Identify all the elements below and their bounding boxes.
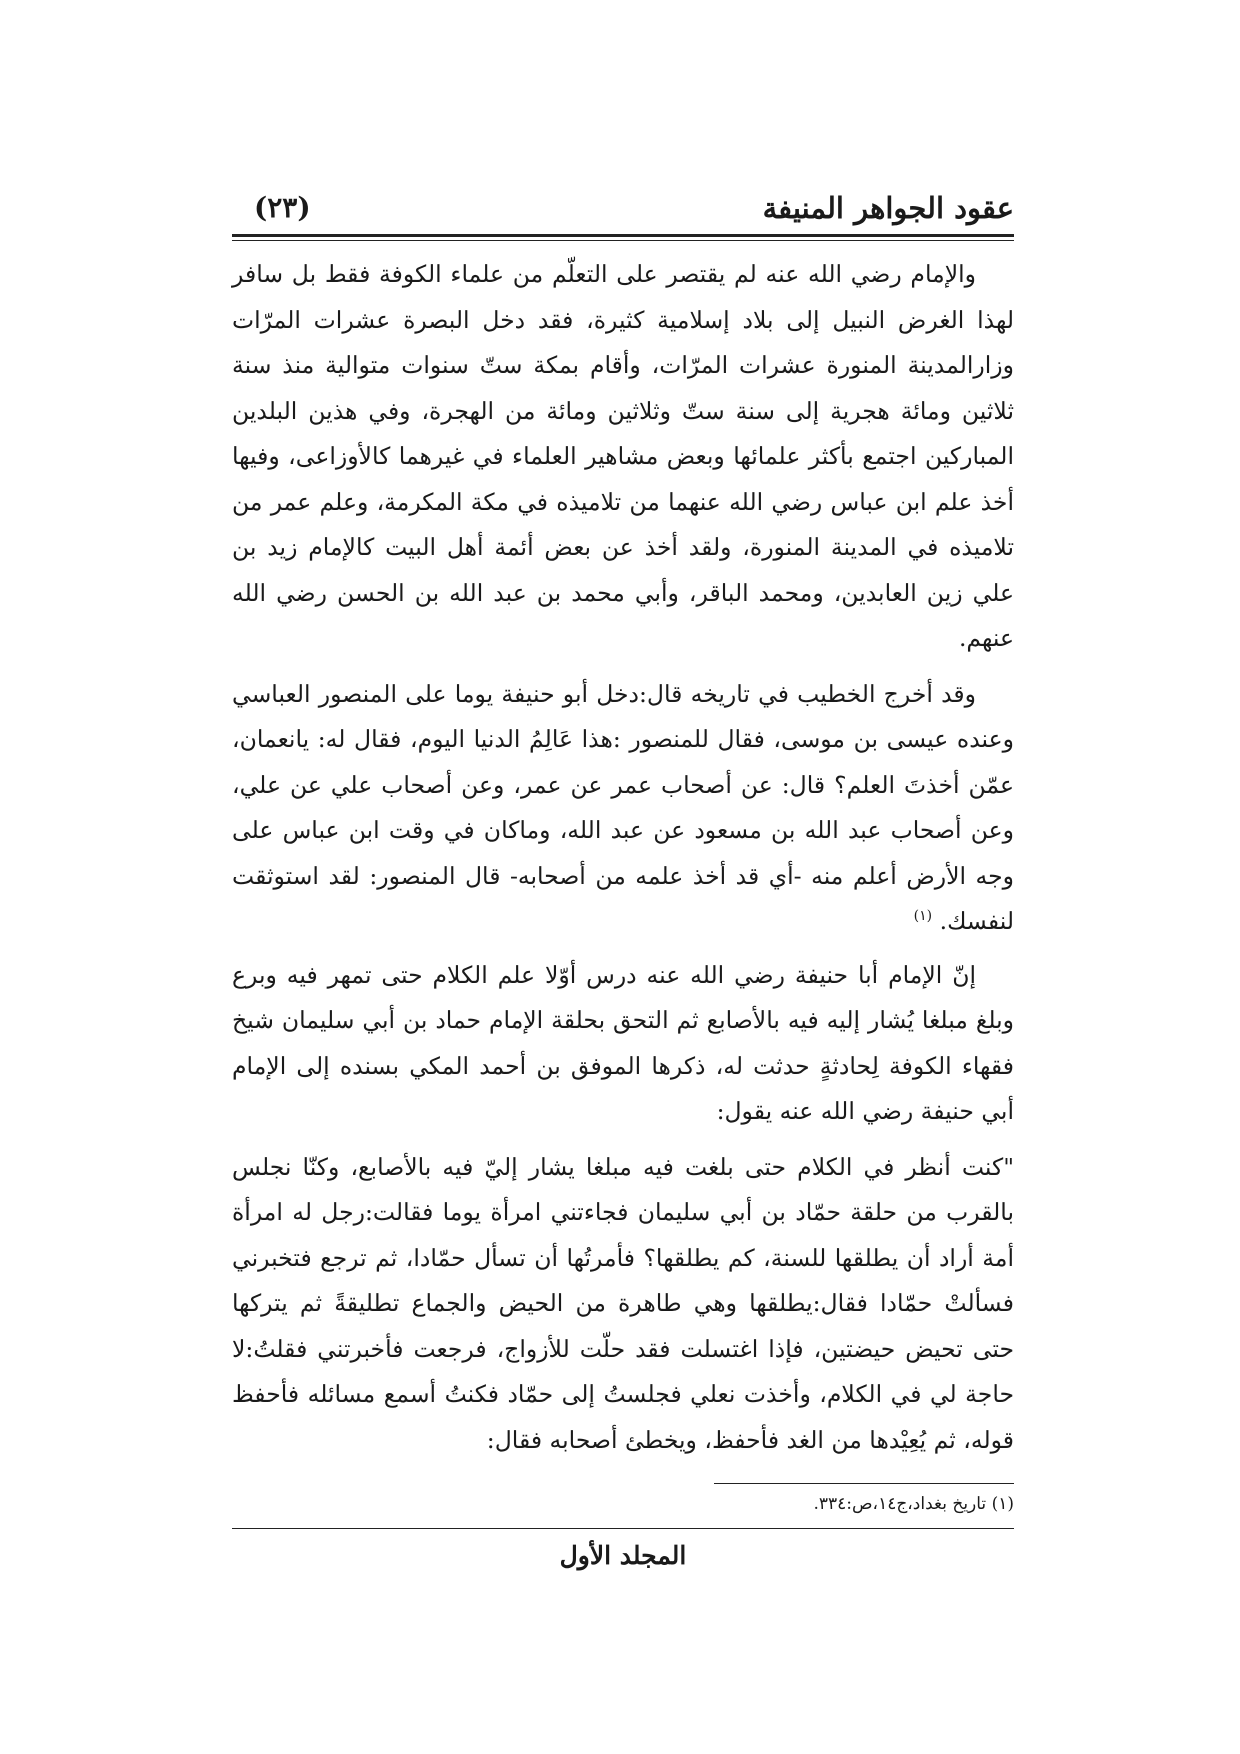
paragraph: إنّ الإمام أبا حنيفة رضي الله عنه درس أوّلا علم الكلام حتى تمهر فيه وبرع وبلغ مبلغا يُشار إليه فيه بالأصابع ثم التحق بحلقة الإمام حماد بن أبي سليمان شيخ فقهاء الكوفة لِحادثةٍ حدثت له، ذكرها الموفق بن أحمد المكي بسنده إلى الإمام أبي حنيفة رضي الله عنه يقول: xyxy=(232,960,1014,1125)
footnote-separator xyxy=(714,1483,1014,1484)
paragraph-text: وقد أخرج الخطيب في تاريخه قال:دخل أبو حنيفة يوما على المنصور العباسي وعنده عيسى بن موسى، فقال للمنصور :هذا عَالِمُ الدنيا اليوم، فقال له: يانعمان، عمّن أخذتَ العلم؟ قال: عن أصحاب عمر عن عمر، وعن أصحاب علي عن علي، وعن أصحاب عبد الله بن مسعود عن عبد الله، وماكان في وقت ابن عباس على وجه الأرض أعلم منه -أي قد أخذ علمه من أصحابه- قال المنصور: لقد استوثقت لنفسك. xyxy=(232,679,1014,935)
paragraph: والإمام رضي الله عنه لم يقتصر على التعلّم من علماء الكوفة فقط بل سافر لهذا الغرض النبيل إلى بلاد إسلامية كثيرة، فقد دخل البصرة عشرات المرّات وزارالمدينة المنورة عشرات المرّات، وأقام بمكة ستّ سنوات متوالية منذ سنة ثلاثين ومائة هجرية إلى سنة ستّ وثلاثين ومائة من الهجرة، وفي هذين البلدين المباركين اجتمع بأكثر علمائها وبعض مشاهير العلماء في غيرهما كالأوزاعى، وفيها أخذ علم ابن عباس رضي الله عنهما من تلاميذه في مكة المكرمة، وعلم عمر من تلاميذه في المدينة المنورة، ولقد أخذ عن بعض أئمة أهل البيت كالإمام زيد بن علي زين العابدين، ومحمد الباقر، وأبي محمد بن عبد الله بن الحسن رضي الله عنهم. xyxy=(232,260,1014,652)
page-number: (٢٣) xyxy=(254,191,311,224)
header-rule-thick xyxy=(232,234,1014,237)
book-page xyxy=(232,188,1014,1568)
footnote-marker: (١) xyxy=(913,908,933,925)
paragraph: "كنت أنظر في الكلام حتى بلغت فيه مبلغا يشار إليّ فيه بالأصابع، وكنّا نجلس بالقرب من حلقة حمّاد بن أبي سليمان فجاءتني امرأة يوما فقالت:رجل له امرأة أمة أراد أن يطلقها للسنة، كم يطلقها؟ فأمرتُها أن تسأل حمّادا، ثم ترجع فتخبرني فسألتْ حمّادا فقال:يطلقها وهي طاهرة من الحيض والجماع تطليقةً ثم يتركها حتى تحيض حيضتين، فإذا اغتسلت فقد حلّت للأزواج، فرجعت فأخبرتني فقلتُ:لا حاجة لي في الكلام، وأخذت نعلي فجلستُ إلى حمّاد فكنتُ أسمع مسائله فأحفظ قوله، ثم يُعِيْدها من الغد فأحفظ، ويخطئ أصحابه فقال: xyxy=(232,1152,1014,1454)
paragraph xyxy=(232,672,1014,945)
page-header xyxy=(232,188,1014,232)
body-text xyxy=(232,252,1014,1473)
book-title: عقود الجواهر المنيفة xyxy=(762,191,1014,225)
footnote: (١) تاريخ بغداد،ج١٤،ص:٣٣٤. xyxy=(813,1494,1014,1514)
volume-label: المجلد الأول xyxy=(559,1541,687,1570)
header-rule-thin xyxy=(232,240,1014,241)
footer-rule xyxy=(232,1528,1014,1529)
